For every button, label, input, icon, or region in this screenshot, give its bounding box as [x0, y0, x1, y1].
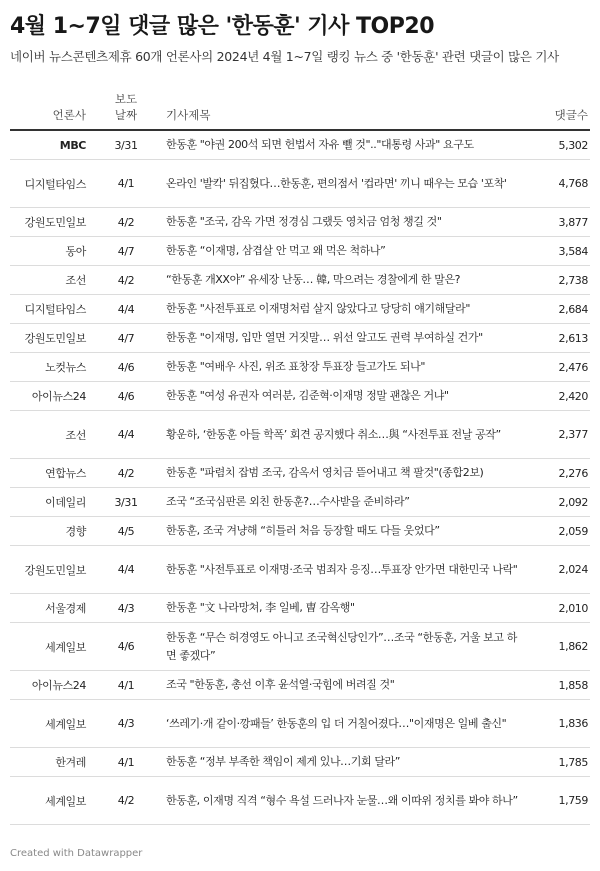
cell-comments: 1,862	[522, 623, 590, 671]
cell-outlet: 조선	[10, 266, 94, 295]
cell-headline: 한동훈 "야권 200석 되면 헌법서 자유 뺄 것".."대통령 사과" 요구도	[158, 130, 522, 160]
cell-headline: 한동훈 "이재명, 입만 열면 거짓말… 위선 알고도 권력 부여하실 건가"	[158, 324, 522, 353]
table-row	[10, 266, 590, 295]
table-row	[10, 700, 590, 748]
cell-outlet: 이데일리	[10, 488, 94, 517]
cell-outlet: 강원도민일보	[10, 208, 94, 237]
ranking-table	[10, 91, 590, 825]
cell-date: 4/3	[94, 700, 158, 748]
cell-date: 4/1	[94, 671, 158, 700]
table-row	[10, 295, 590, 324]
column-header-date-line2: 날짜	[114, 108, 138, 122]
table-row	[10, 353, 590, 382]
cell-comments: 2,024	[522, 546, 590, 594]
cell-date: 4/1	[94, 748, 158, 777]
cell-outlet: 디지털타임스	[10, 295, 94, 324]
cell-comments: 1,836	[522, 700, 590, 748]
cell-headline: 한동훈 "文 나라망쳐, 李 일베, 曺 감옥행"	[158, 594, 522, 623]
table-row	[10, 208, 590, 237]
cell-comments: 3,584	[522, 237, 590, 266]
table-row	[10, 623, 590, 671]
table-row	[10, 459, 590, 488]
cell-comments: 2,420	[522, 382, 590, 411]
table-row	[10, 130, 590, 160]
cell-headline: 온라인 '발칵' 뒤집혔다…한동훈, 편의점서 '컵라면' 끼니 때우는 모습 '포착'	[158, 160, 522, 208]
table-row	[10, 748, 590, 777]
cell-date: 4/7	[94, 324, 158, 353]
table-row	[10, 546, 590, 594]
cell-headline: “한동훈 개XX야” 유세장 난동… 韓, 막으려는 경찰에게 한 말은?	[158, 266, 522, 295]
cell-comments: 2,738	[522, 266, 590, 295]
cell-headline: 한동훈 "조국, 감옥 가면 정경심 그랬듯 영치금 엄청 챙길 것"	[158, 208, 522, 237]
table-body	[10, 130, 590, 825]
cell-date: 4/6	[94, 382, 158, 411]
cell-outlet: 동아	[10, 237, 94, 266]
cell-outlet: 서울경제	[10, 594, 94, 623]
column-header-outlet: 언론사	[10, 91, 94, 130]
page-title: 4월 1~7일 댓글 많은 '한동훈' 기사 TOP20	[10, 14, 435, 39]
column-header-date	[94, 91, 158, 130]
column-header-comments: 댓글수	[522, 91, 590, 130]
cell-comments: 5,302	[522, 130, 590, 160]
cell-date: 4/2	[94, 208, 158, 237]
cell-headline: ‘쓰레기·개 같이·깡패들’ 한동훈의 입 더 거칠어졌다…"이재명은 일베 출신"	[158, 700, 522, 748]
cell-headline: 한동훈, 이재명 직격 “형수 욕설 드러나자 눈물…왜 이따위 정치를 봐야 하나”	[158, 777, 522, 825]
cell-date: 4/4	[94, 295, 158, 324]
column-header-headline: 기사제목	[158, 91, 522, 130]
cell-comments: 1,785	[522, 748, 590, 777]
cell-comments: 2,092	[522, 488, 590, 517]
table-row	[10, 411, 590, 459]
cell-comments: 4,768	[522, 160, 590, 208]
cell-headline: 한동훈 "사전투표로 이재명처럼 살지 않았다고 당당히 얘기해달라"	[158, 295, 522, 324]
cell-date: 4/2	[94, 777, 158, 825]
cell-headline: 한동훈 “정부 부족한 책임이 제게 있나…기회 달라”	[158, 748, 522, 777]
cell-comments: 2,476	[522, 353, 590, 382]
cell-outlet: 아이뉴스24	[10, 382, 94, 411]
table-row	[10, 671, 590, 700]
cell-date: 4/2	[94, 266, 158, 295]
cell-comments: 2,377	[522, 411, 590, 459]
cell-date: 4/2	[94, 459, 158, 488]
cell-outlet: 강원도민일보	[10, 324, 94, 353]
cell-outlet: 세계일보	[10, 700, 94, 748]
footer-credit: Created with Datawrapper	[10, 848, 143, 859]
cell-outlet: 경향	[10, 517, 94, 546]
cell-date: 4/6	[94, 623, 158, 671]
cell-date: 4/6	[94, 353, 158, 382]
cell-outlet: 아이뉴스24	[10, 671, 94, 700]
cell-outlet: 디지털타임스	[10, 160, 94, 208]
cell-headline: 조국 "한동훈, 총선 이후 윤석열·국힘에 버려질 것"	[158, 671, 522, 700]
table-row	[10, 594, 590, 623]
cell-date: 4/4	[94, 546, 158, 594]
page-subtitle: 네이버 뉴스콘텐츠제휴 60개 언론사의 2024년 4월 1~7일 랭킹 뉴스 중 '한동훈' 관련 댓글이 많은 기사	[10, 49, 559, 64]
cell-comments: 2,010	[522, 594, 590, 623]
cell-comments: 2,613	[522, 324, 590, 353]
table-header-row	[10, 91, 590, 130]
table-row	[10, 237, 590, 266]
cell-outlet: 노컷뉴스	[10, 353, 94, 382]
cell-date: 4/5	[94, 517, 158, 546]
cell-headline: 조국 “조국심판론 외친 한동훈?…수사받을 준비하라”	[158, 488, 522, 517]
cell-outlet: 세계일보	[10, 777, 94, 825]
cell-headline: 한동훈 "여배우 사진, 위조 표창장 투표장 들고가도 되나"	[158, 353, 522, 382]
cell-outlet: MBC	[10, 130, 94, 160]
cell-comments: 2,684	[522, 295, 590, 324]
cell-headline: 한동훈 "사전투표로 이재명·조국 범죄자 응징…투표장 안가면 대한민국 나락"	[158, 546, 522, 594]
cell-date: 3/31	[94, 130, 158, 160]
cell-date: 4/3	[94, 594, 158, 623]
cell-date: 4/7	[94, 237, 158, 266]
cell-outlet: 연합뉴스	[10, 459, 94, 488]
cell-outlet: 한겨레	[10, 748, 94, 777]
table-row	[10, 160, 590, 208]
cell-comments: 2,276	[522, 459, 590, 488]
cell-date: 4/1	[94, 160, 158, 208]
table-row	[10, 488, 590, 517]
cell-headline: 한동훈 "파렴치 잡범 조국, 감옥서 영치금 뜯어내고 책 팔것"(종합2보)	[158, 459, 522, 488]
cell-headline: 한동훈 "여성 유권자 여러분, 김준혁·이재명 정말 괜찮은 거냐"	[158, 382, 522, 411]
cell-headline: 황운하, ‘한동훈 아들 학폭’ 회견 공지했다 취소…與 “사전투표 전날 공작”	[158, 411, 522, 459]
table-row	[10, 517, 590, 546]
cell-comments: 1,759	[522, 777, 590, 825]
cell-comments: 2,059	[522, 517, 590, 546]
cell-headline: 한동훈 “이재명, 삼겹살 안 먹고 왜 먹은 척하나”	[158, 237, 522, 266]
table-row	[10, 382, 590, 411]
cell-outlet: 강원도민일보	[10, 546, 94, 594]
cell-comments: 3,877	[522, 208, 590, 237]
cell-outlet: 세계일보	[10, 623, 94, 671]
cell-comments: 1,858	[522, 671, 590, 700]
column-header-date-line1: 보도	[114, 92, 138, 106]
table-row	[10, 777, 590, 825]
table-row	[10, 324, 590, 353]
cell-outlet: 조선	[10, 411, 94, 459]
cell-date: 4/4	[94, 411, 158, 459]
cell-headline: 한동훈, 조국 겨냥해 “히틀러 처음 등장할 때도 다들 웃었다”	[158, 517, 522, 546]
cell-headline: 한동훈 “무슨 허경영도 아니고 조국혁신당인가”…조국 “한동훈, 거울 보고 하면 좋겠다”	[158, 623, 522, 671]
cell-date: 3/31	[94, 488, 158, 517]
